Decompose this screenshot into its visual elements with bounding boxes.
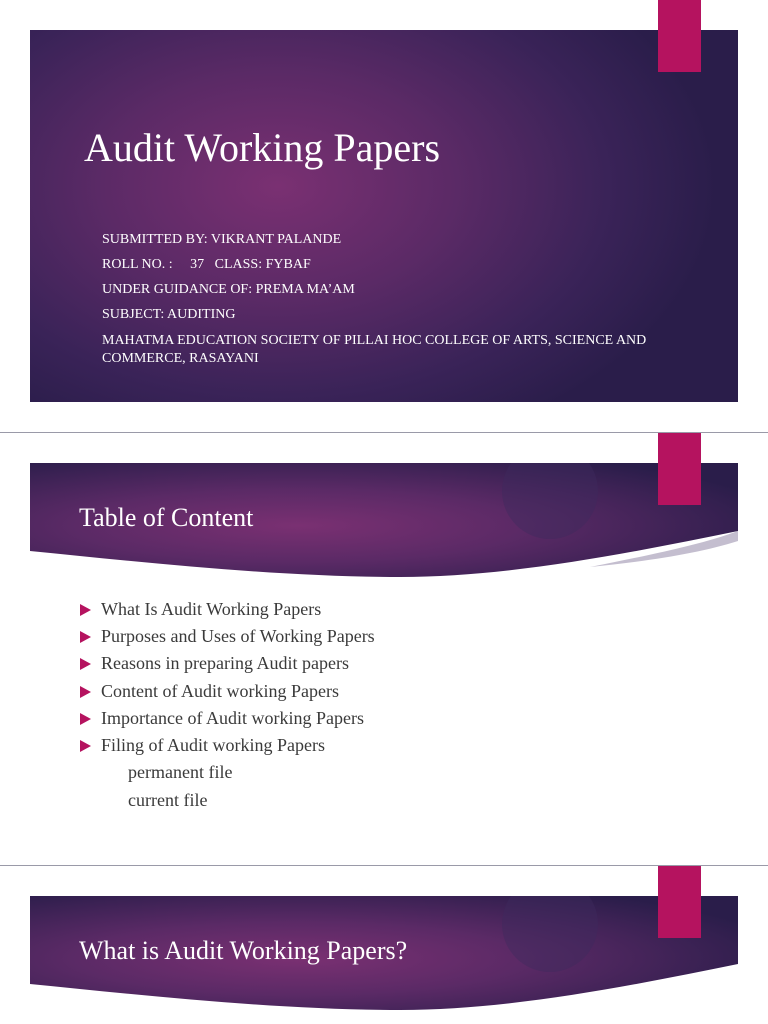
accent-tag (658, 866, 701, 938)
triangle-bullet-icon (80, 740, 91, 752)
toc-item: Importance of Audit working Papers (80, 708, 720, 735)
accent-tag (658, 0, 701, 72)
triangle-bullet-icon (80, 658, 91, 670)
cover-info-subject: SUBJECT: AUDITING (102, 307, 236, 322)
triangle-bullet-icon (80, 686, 91, 698)
accent-tag (658, 433, 701, 505)
triangle-bullet-icon (80, 604, 91, 616)
cover-info-guidance: UNDER GUIDANCE OF: PREMA MA’AM (102, 282, 355, 297)
cover-info-submitted: SUBMITTED BY: VIKRANT PALANDE (102, 232, 342, 247)
triangle-bullet-icon (80, 631, 91, 643)
toc-item: What Is Audit Working Papers (80, 599, 720, 626)
slide-table-of-content (0, 433, 768, 865)
toc-item: Reasons in preparing Audit papers (80, 653, 720, 680)
toc-list (80, 599, 720, 817)
cover-title: Audit Working Papers (84, 125, 441, 170)
toc-item: Purposes and Uses of Working Papers (80, 626, 720, 653)
triangle-bullet-icon (80, 713, 91, 725)
slide-cover (0, 0, 768, 432)
toc-sub-item: current file (128, 789, 208, 810)
toc-item: Content of Audit working Papers (80, 681, 720, 708)
toc-sub-item: permanent file (128, 762, 233, 783)
toc-title: Table of Content (79, 503, 254, 532)
what-is-title: What is Audit Working Papers? (79, 936, 408, 965)
cover-info-college: MAHATMA EDUCATION SOCIETY OF PILLAI HOC COLLEGE OF ARTS, SCIENCE AND COMMERCE, RASAYANI (102, 333, 647, 366)
toc-item: Filing of Audit working Papers (80, 735, 720, 762)
cover-info-roll: ROLL NO. : 37 CLASS: FYBAF (102, 257, 311, 272)
slide-what-is (0, 866, 768, 1024)
